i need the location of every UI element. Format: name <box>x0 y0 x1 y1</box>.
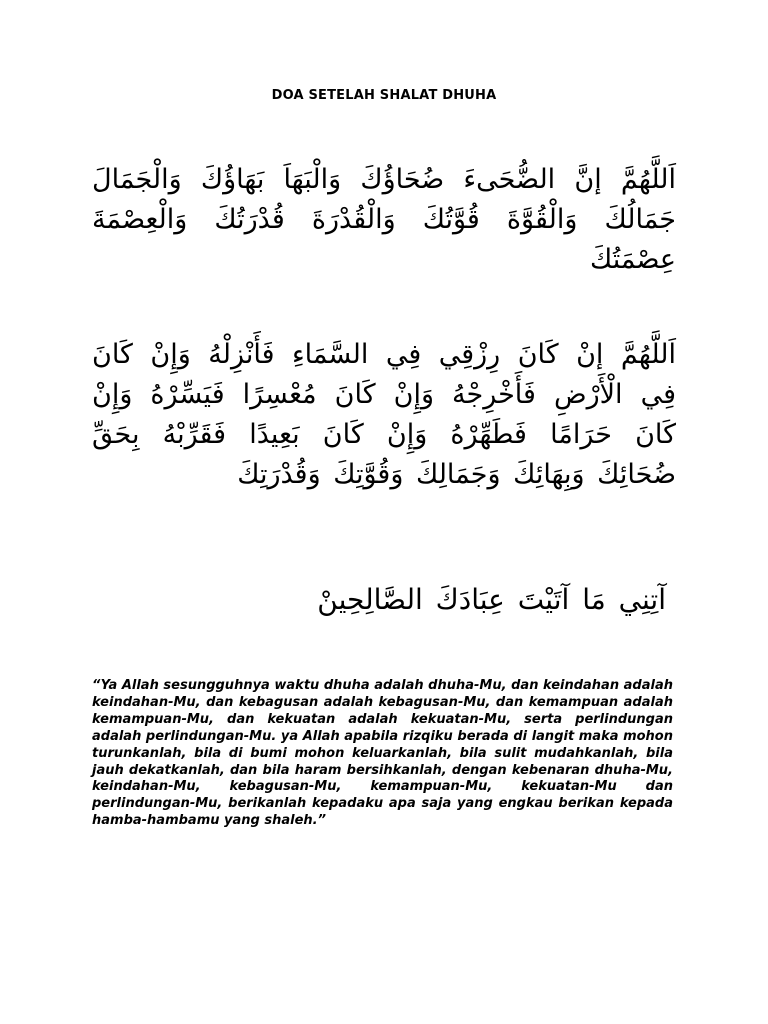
translation-paragraph: “Ya Allah sesungguhnya waktu dhuha adalah dhuha-Mu, dan keindahan adalah keindahan-Mu, dan kebagusan adalah kebagusan-Mu, dan kemampuan adalah kemampuan-Mu, dan kekuatan adalah kekuatan-Mu, serta perlindungan adalah perlindungan-Mu. ya Allah apabila rizqiku berada di langit maka mohon turunkanlah, bila di bumi mohon keluarkanlah, bila sulit mudahkanlah, bila jauh dekatkanlah, dan bila haram bersihkanlah, dengan kebenaran dhuha-Mu, keindahan-Mu, kebagusan-Mu, kemampuan-Mu, kekuatan-Mu dan perlindungan-Mu, berikanlah kepadaku apa saja yang engkau berikan kepada hamba-hambamu yang shaleh.” <box>92 678 673 829</box>
arabic-prayer-paragraph-2: اَللَّهُمَّ إنْ كَانَ رِزْقِي فِي السَّمَاءِ فَأَنْزِلْهُ وَإِنْ كَانَ فِي الْأَرْضِ فَأَخْرِجْهُ وَإِنْ كَانَ مُعْسِرًا فَيَسِّرْهُ وَإِنْ كَانَ حَرَامًا فَطَهِّرْهُ وَإِنْ كَانَ بَعِيدًا فَقَرِّبْهُ بِحَقِّ ضُحَائِكَ وَبِهَائِكَ وَجَمَالِكَ وَقُوَّتِكَ وَقُدْرَتِكَ <box>92 339 676 490</box>
document-title: DOA SETELAH SHALAT DHUHA <box>271 88 497 103</box>
arabic-prayer-paragraph-1: اَللَّهُمَّ إنَّ الضُّحَىءَ ضُحَاؤُكَ وَالْبَهَاَ بَهَاؤُكَ وَالْجَمَالَ جَمَالُكَ وَالْقُوَّةَ قُوَّتُكَ وَالْقُدْرَةَ قُدْرَتُكَ وَالْعِصْمَةَ عِصْمَتُكَ <box>92 164 676 275</box>
arabic-prayer-paragraph-3: آتِنِي مَا آتَيْتَ عِبَادَكَ الصَّالِحِينْ <box>317 583 666 616</box>
